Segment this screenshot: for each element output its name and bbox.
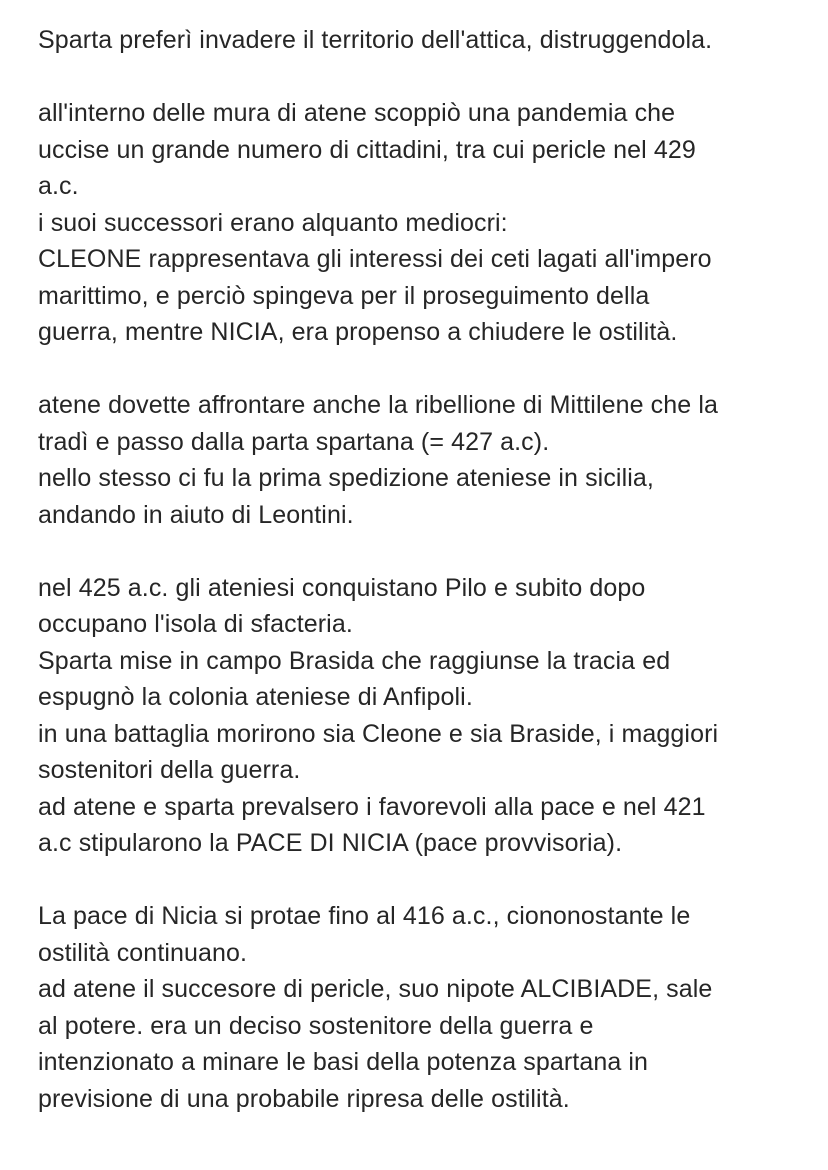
- text-line: all'interno delle mura di atene scoppiò una pandemia che: [38, 99, 676, 127]
- paragraph-2: [38, 95, 798, 351]
- text-line: ostilità continuano.: [38, 938, 248, 967]
- text-line: previsione di una probabile ripresa delle ostilità.: [38, 1084, 570, 1113]
- paragraph-1: [38, 22, 798, 59]
- text-line: al potere. era un deciso sostenitore della guerra e: [38, 1011, 594, 1040]
- text-line: uccise un grande numero di cittadini, tra cui pericle nel 429: [38, 135, 696, 164]
- text-line: andando in aiuto di Leontini.: [38, 500, 354, 529]
- text-line: CLEONE rappresentava gli interessi dei ceti lagati all'impero: [38, 245, 712, 273]
- text-line: a.c stipularono la PACE DI NICIA (pace provvisoria).: [38, 829, 623, 857]
- text-line: espugnò la colonia ateniese di Anfipoli.: [38, 683, 473, 711]
- text-line: marittimo, e perciò spingeva per il proseguimento della: [38, 281, 650, 310]
- text-line: nello stesso ci fu la prima spedizione ateniese in sicilia,: [38, 464, 654, 492]
- text-line: guerra, mentre NICIA, era propenso a chiudere le ostilità.: [38, 318, 678, 346]
- text-line: occupano l'isola di sfacteria.: [38, 610, 353, 638]
- text-line: ad atene e sparta prevalsero i favorevoli alla pace e nel 421: [38, 792, 706, 821]
- text-line: intenzionato a minare le basi della potenza spartana in: [38, 1048, 649, 1076]
- paragraph-3: [38, 387, 798, 533]
- text-line: Sparta mise in campo Brasida che raggiunse la tracia ed: [38, 646, 671, 675]
- text-line: i suoi successori erano alquanto mediocri:: [38, 208, 508, 237]
- paragraph-5: [38, 898, 798, 1117]
- text-line: ad atene il succesore di pericle, suo nipote ALCIBIADE, sale: [38, 975, 713, 1003]
- text-line: Sparta preferì invadere il territorio dell'attica, distruggendola.: [38, 26, 713, 54]
- text-line: tradì e passo dalla parta spartana (= 427 a.c).: [38, 427, 550, 456]
- text-line: in una battaglia morirono sia Cleone e sia Braside, i maggiori: [38, 719, 719, 748]
- text-line: a.c.: [38, 172, 79, 200]
- text-line: sostenitori della guerra.: [38, 756, 301, 784]
- note-body: [38, 22, 798, 1154]
- text-line: La pace di Nicia si protae fino al 416 a.c., ciononostante le: [38, 902, 691, 930]
- text-line: nel 425 a.c. gli ateniesi conquistano Pilo e subito dopo: [38, 573, 646, 602]
- paragraph-4: [38, 570, 798, 862]
- text-line: atene dovette affrontare anche la ribellione di Mittilene che la: [38, 391, 718, 419]
